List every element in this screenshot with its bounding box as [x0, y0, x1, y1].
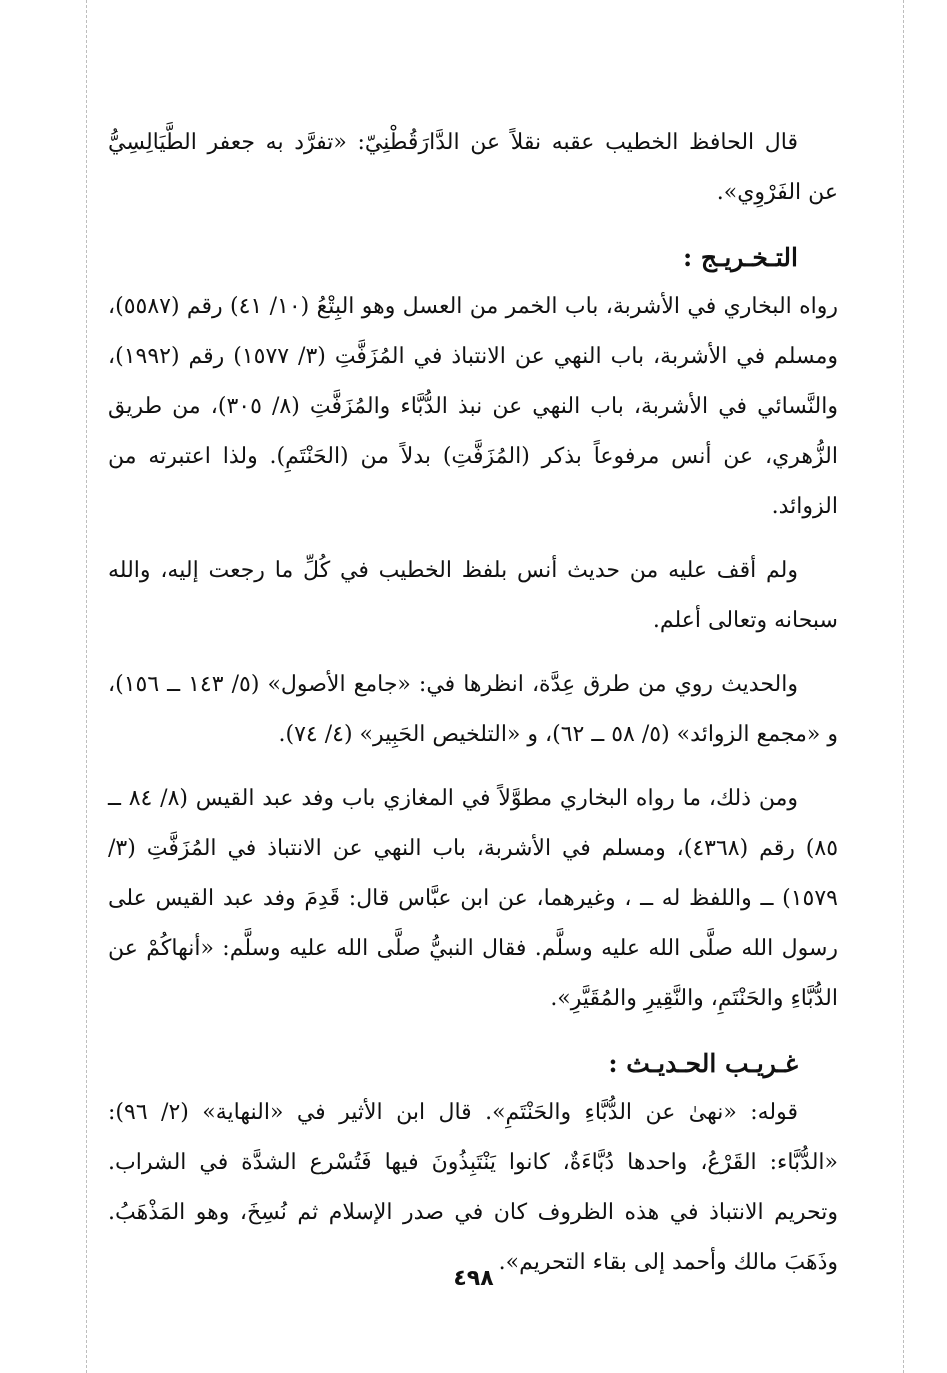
bukhari-muslim-paragraph: ومن ذلك، ما رواه البخاري مطوَّلاً في المغازي باب وفد عبد القيس (٨/ ٨٤ ــ ٨٥) رقم (٤٣٦٨)، ومسلم في الأشربة، باب النهي عن الانتباذ في المُزَفَّتِ (٣/ ١٥٧٩) ــ واللفظ له ــ ، وغيرهما، عن ابن عبَّاس قال: قَدِمَ وفد عبد القيس على رسول الله صلَّى الله عليه وسلَّم. فقال النبيُّ صلَّى الله عليه وسلَّم: «أنهاكُمْ عن الدُّبَّاءِ والحَنْتَمِ، والنَّقِيرِ والمُقَيَّرِ».	[108, 786, 839, 1011]
opening-paragraph: قال الحافظ الخطيب عقبه نقلاً عن الدَّارَقُطْنِيّ: «تفرَّد به جعفر الطَّيَالِسِيُّ عن الفَرْوِي».	[108, 130, 838, 205]
other-routes-paragraph: والحديث روي من طرق عِدَّة، انظرها في: «جامع الأصول» (٥/ ١٤٣ ــ ١٥٦)، و «مجمع الزوائد» (٥/ ٥٨ ــ ٦٢)، و «التلخيص الحَبِير» (٤/ ٧٤).	[108, 672, 838, 747]
left-margin-guide	[86, 0, 87, 1373]
takhrij-heading: التـخـريـج :	[682, 243, 798, 272]
right-margin-guide	[903, 0, 904, 1373]
page-number: ٤٩٨	[453, 1266, 494, 1291]
not-found-paragraph: ولم أقف عليه من حديث أنس بلفظ الخطيب في كُلِّ ما رجعت إليه، والله سبحانه وتعالى أعلم.	[108, 558, 838, 633]
gharib-paragraph: قوله: «نهىٰ عن الدُّبَّاءِ والحَنْتَمِ». قال ابن الأثير في «النهاية» (٢/ ٩٦): «الدُّبَّاء: القَرْعُ، واحدها دُبَّاءَةٌ، كانوا يَنْتَبِذُونَ فيها فَتُسْرع الشدَّة في الشراب. وتحريم الانتباذ في هذه الظروف كان في صدر الإسلام ثم نُسِخَ، وهو المَذْهَبُ. وذَهَبَ مالك وأحمد إلى بقاء التحريم».	[108, 1100, 838, 1275]
gharib-heading: غـريـب الحـديـث :	[608, 1049, 798, 1078]
page-body	[108, 118, 838, 1302]
takhrij-paragraph: رواه البخاري في الأشربة، باب الخمر من العسل وهو البِتْعُ (١٠/ ٤١) رقم (٥٥٨٧)، ومسلم في الأشربة، باب النهي عن الانتباذ في المُزَفَّتِ (٣/ ١٥٧٧) رقم (١٩٩٢)، والنَّسائي في الأشربة، باب النهي عن نبذ الدُّبَّاء والمُزَفَّتِ (٨/ ٣٠٥)، من طريق الزُّهري، عن أنس مرفوعاً بذكر (المُزَفَّتِ) بدلاً من (الحَنْتَمِ). ولذا اعتبرته من الزوائد.	[108, 294, 839, 519]
